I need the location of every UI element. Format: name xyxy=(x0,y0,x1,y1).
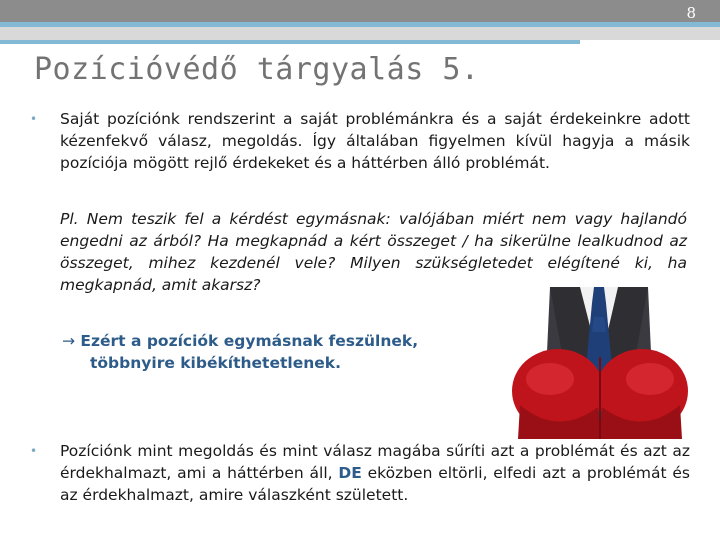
arrow-icon: → xyxy=(62,332,75,350)
header-bar xyxy=(0,0,720,22)
example-paragraph: Pl. Nem teszik fel a kérdést egymásnak: valójában miért nem vagy hajlandó engedni az árból? Ha megkapnád a kért összeget / ha sikerülne lealkudnod az összeget, mihez kezdenél vele? Milyen szükségletedet elégítené ki, ha megkapnád, amit akarsz? xyxy=(60,210,687,294)
header-accent-line-lower xyxy=(0,40,580,44)
bullet-point-1 xyxy=(30,108,690,174)
bullet-text-2 xyxy=(60,440,690,506)
conclusion-text xyxy=(62,330,462,374)
bullet-2-part-1: Pozíciónk mint megoldás és mint válasz magába sűríti azt a problémát és azt az érdekhalmazt, ami a háttérben áll, xyxy=(60,442,690,482)
bullet-icon: • xyxy=(30,444,38,458)
bullet-2-part-2: eközben eltörli, elfedi azt a problémát és az érdekhalmazt, amire válaszként született. xyxy=(60,464,690,504)
bullet-text: Saját pozíciónk rendszerint a saját problémánkra és a saját érdekeinkre adott kézenfekvő válasz, megoldás. Így általában figyelmen kívül hagyja a másik pozíciója mögött rejlő érdekeket és a háttérben álló problémát. xyxy=(60,110,690,172)
businessman-boxing-gloves-illustration xyxy=(510,287,688,439)
slide-title: Pozícióvédő tárgyalás 5. xyxy=(34,52,480,87)
conclusion-line-1: Ezért a pozíciók egymásnak feszülnek, xyxy=(80,332,419,350)
highlight-word: DE xyxy=(338,464,362,482)
conclusion-line-2: többnyire kibékíthetetlenek. xyxy=(90,354,341,372)
header-accent-line xyxy=(0,22,720,27)
slide-number: 8 xyxy=(686,4,696,22)
bullet-icon: • xyxy=(30,112,38,126)
bullet-point-2 xyxy=(30,440,690,506)
boxing-gloves-image xyxy=(510,287,688,439)
